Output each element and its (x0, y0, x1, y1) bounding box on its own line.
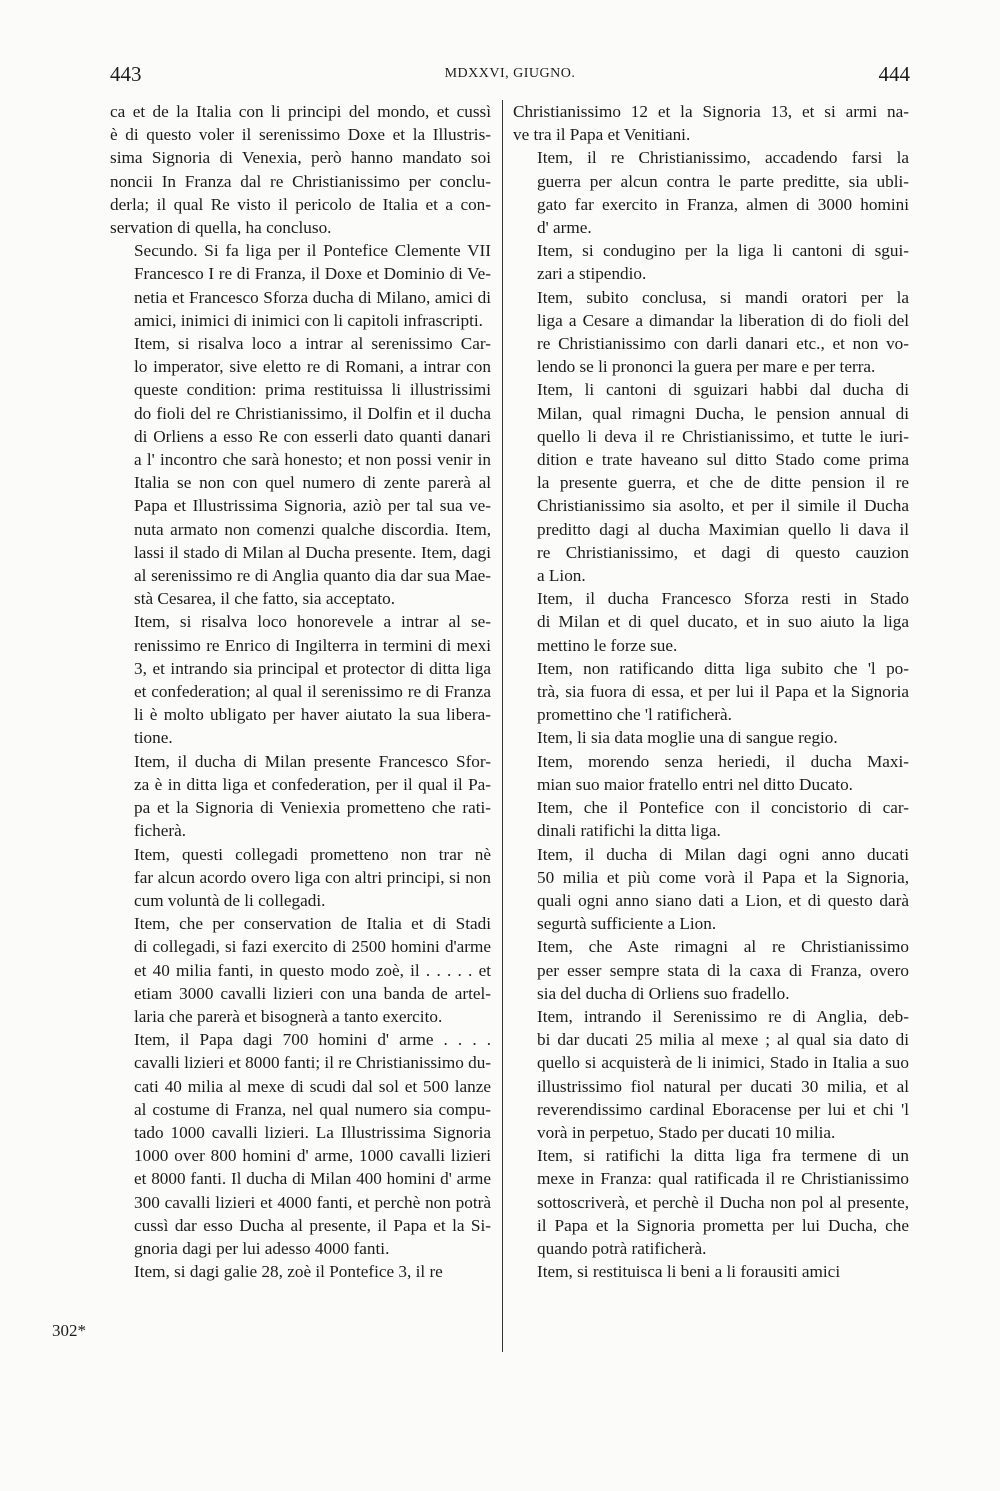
text-line: cussì dar esso Ducha al presente, il Papa et la Si- (134, 1215, 491, 1235)
paragraph (110, 912, 491, 1028)
text-line: quello si acquisterà de li inimici, Stado in Italia a suo (537, 1053, 909, 1073)
text-line: promettino che 'l ratificherà. (537, 705, 732, 725)
paragraph (110, 610, 491, 749)
paragraph (513, 378, 909, 587)
text-line: 300 cavalli lizieri et 4000 fanti, et perchè non potrà (134, 1192, 491, 1212)
text-line: Item, si restituisca li beni a li forausiti amici (537, 1262, 841, 1282)
text-line: guerra per alcun contra le parte preditte, sia ubli- (537, 171, 909, 191)
text-line: queste condition: prima restituissa li illustrissimi (134, 380, 491, 400)
text-line: stà Cesarea, il che fatto, sia acceptato. (134, 589, 396, 609)
text-line: ve tra il Papa et Venitiani. (513, 125, 691, 145)
text-line: quali ogni anno siano dati a Lion, et di questo darà (537, 890, 909, 910)
text-line: bi dar ducati 25 milia al mexe ; al qual sia dato di (537, 1030, 909, 1050)
text-line: quello li deva il re Christianissimo, et tutte le iuri- (537, 426, 909, 446)
text-line: Item, il Papa dagi 700 homini d' arme . . . . (134, 1030, 491, 1050)
text-line: lassi il stado di Milan al Ducha presente. Item, dagi (134, 542, 491, 562)
paragraph (110, 239, 491, 332)
text-line: Item, che il Pontefice con il concistorio di car- (537, 798, 909, 818)
text-line: tado 1000 cavalli lizieri. La Illustrissima Signoria (134, 1122, 491, 1142)
text-line: ficherà. (134, 821, 186, 841)
text-line: Item, il ducha di Milan dagi ogni anno ducati (537, 844, 909, 864)
left-page-number: 443 (110, 62, 142, 86)
page-header (110, 62, 910, 92)
paragraph (110, 332, 491, 610)
paragraph (513, 100, 909, 146)
right-text-column (513, 100, 909, 1283)
text-line: cum voluntà de li collegadi. (134, 890, 326, 910)
text-line: Item, il ducha Francesco Sforza resti in Stado (537, 589, 909, 609)
text-line: sottoscriverà, et perchè il Ducha non pol al presente, (537, 1192, 909, 1212)
text-line: za è in ditta liga et confederation, per il qual il Pa- (134, 774, 491, 794)
text-line: re Christianissimo con darli danari etc., et non vo- (537, 334, 909, 354)
text-line: renissimo re Enrico di Ingilterra in termini di mexi (134, 635, 491, 655)
text-line: et confederation; al qual il serenissimo re di Franza (134, 682, 491, 702)
text-line: Italia se non con quel numero di zente parerà al (134, 473, 491, 493)
text-line: il Papa et la Signoria prometta per lui Ducha, che (537, 1215, 909, 1235)
paragraph (110, 843, 491, 913)
text-line: Francesco I re di Franza, il Doxe et Dominio di Ve- (134, 264, 491, 284)
text-line: re Christianissimo, et dagi di questo cauzion (537, 542, 909, 562)
text-line: tione. (134, 728, 173, 748)
paragraph (513, 935, 909, 1005)
text-line: cati 40 milia al mexe di scudi dal sol et 500 lanze (134, 1076, 491, 1096)
text-line: Item, morendo senza heriedi, il ducha Maxi- (537, 751, 909, 771)
text-line: netia et Francesco Sforza ducha di Milano, amici di (134, 287, 491, 307)
paragraph (513, 726, 909, 749)
text-line: dinali ratifichi la ditta liga. (537, 821, 721, 841)
text-line: Christianissimo 12 et la Signoria 13, et si armi na- (513, 102, 909, 121)
text-line: nuta armato non comenzi qualche discordia. Item, (134, 519, 491, 539)
text-line: segurtà sufficiente a Lion. (537, 914, 717, 934)
text-line: Item, intrando il Serenissimo re di Anglia, deb- (537, 1006, 909, 1026)
text-line: Item, si ratifichi la ditta liga fra termene di un (537, 1146, 909, 1166)
text-line: illustrissimo fiol natural per ducati 30 milia, et al (537, 1076, 909, 1096)
text-line: gnoria dagi per lui adesso 4000 fanti. (134, 1238, 390, 1258)
text-line: Item, che per conservation de Italia et di Stadi (134, 914, 491, 934)
text-line: al costume di Franza, nel qual numero sia compu- (134, 1099, 491, 1119)
margin-folio-note: 302* (52, 1321, 86, 1340)
text-line: li è molto ubligato per haver aiutato la sua libera- (134, 705, 491, 725)
text-line: mexe in Franza: qual ratificada il re Christianissimo (537, 1169, 909, 1189)
paragraph (513, 843, 909, 936)
text-line: Item, non ratificando ditta liga subito che 'l po- (537, 658, 909, 678)
paragraph (513, 1260, 909, 1283)
paragraph (513, 796, 909, 842)
text-line: do fioli del re Christianissimo, il Dolfin et il ducha (134, 403, 491, 423)
text-line: et 8000 fanti. Il ducha di Milan 400 homini d' arme (134, 1169, 491, 1189)
text-line: pa et la Signoria di Veniexia prometteno che rati- (134, 798, 491, 818)
text-line: d' arme. (537, 218, 592, 238)
text-line: far alcun acordo overo liga con altri principi, si non (134, 867, 491, 887)
text-line: 1000 over 800 homini d' arme, 1000 cavalli lizieri (134, 1146, 491, 1166)
text-line: mian suo maior fratello entri nel ditto Ducato. (537, 774, 853, 794)
text-line: gato far exercito in Franza, almen di 3000 homini (537, 194, 909, 214)
text-line: reverendissimo cardinal Eboracense per lui et chi 'l (537, 1099, 909, 1119)
text-line: è di questo voler il serenissimo Doxe et la Illustris- (110, 125, 491, 145)
text-line: laria che parerà et bisognerà a tanto exercito. (134, 1006, 443, 1026)
text-line: Item, si risalva loco honorevele a intrar al se- (134, 612, 491, 632)
text-line: Item, li sia data moglie una di sangue regio. (537, 728, 838, 748)
text-line: a Lion. (537, 566, 586, 586)
text-line: noncii In Franza dal re Christianissimo per conclu- (110, 171, 491, 191)
text-line: et 40 milia fanti, in questo modo zoè, il . . . . . et (134, 960, 491, 980)
paragraph (513, 657, 909, 727)
text-line: quando potrà ratificherà. (537, 1238, 707, 1258)
paragraph (513, 239, 909, 285)
text-line: Papa et Illustrissima Signoria, aziò per tal sua ve- (134, 496, 491, 516)
text-line: per esser sempre stata di la caxa di Franza, overo (537, 960, 909, 980)
text-line: Item, si dagi galie 28, zoè il Pontefice 3, il re (134, 1262, 443, 1282)
text-line: Item, si condugino per la liga li cantoni di sgui- (537, 241, 909, 261)
text-line: la presente guerra, et che de ditte pension il re (537, 473, 909, 493)
text-line: di Orliens a esso Re con esserli dato quanti danari (134, 426, 491, 446)
text-line: 50 milia et più come vorà il Papa et la Signoria, (537, 867, 909, 887)
text-line: dition e trate haveano sul ditto Stado come prima (537, 450, 909, 470)
text-line: a l' incontro che sarà honesto; et non possi venir in (134, 450, 491, 470)
text-line: etiam 3000 cavalli lizieri con una banda de artel- (134, 983, 491, 1003)
paragraph (110, 1260, 491, 1283)
text-line: lendo se li prononci la guera per mare e per terra. (537, 357, 876, 377)
paragraph (513, 1144, 909, 1260)
text-line: Item, si risalva loco a intrar al serenissimo Car- (134, 334, 491, 354)
text-line: servation di quella, ha concluso. (110, 218, 332, 238)
text-line: di Milan et di quel ducato, et in suo aiuto la liga (537, 612, 909, 632)
text-line: sia del ducha di Orliens suo fradello. (537, 983, 790, 1003)
text-line: 3, et intrando sia principal et protector di ditta liga (134, 658, 491, 678)
text-line: preditto dagi al ducha Maximian quello li dava il (537, 519, 909, 539)
text-line: cavalli lizieri et 8000 fanti; il re Christianissimo du- (134, 1053, 491, 1073)
running-title: MDXXVI, GIUGNO. (444, 66, 576, 81)
text-line: Christianissimo sia asolto, et per il simile il Ducha (537, 496, 909, 516)
text-line: derla; il qual Re visto il pericolo de Italia et a con- (110, 194, 491, 214)
paragraph (513, 587, 909, 657)
paragraph (513, 750, 909, 796)
text-line: Item, il ducha di Milan presente Francesco Sfor- (134, 751, 491, 771)
text-line: sima Signoria di Venexia, però hanno mandato soi (110, 148, 491, 168)
text-line: mettino le forze sue. (537, 635, 678, 655)
text-line: liga a Cesare a dimandar la liberation di do fioli del (537, 310, 909, 330)
text-line: Item, il re Christianissimo, accadendo farsi la (537, 148, 909, 168)
paragraph (110, 1028, 491, 1260)
paragraph (110, 100, 491, 239)
text-line: Item, subito conclusa, si mandi oratori per la (537, 287, 909, 307)
text-line: zari a stipendio. (537, 264, 647, 284)
text-line: di collegadi, si fazi exercito di 2500 homini d'arme (134, 937, 491, 957)
text-line: lo imperator, sive eletto re di Romani, a intrar con (134, 357, 491, 377)
text-line: trà, sia fuora di essa, et per lui il Papa et la Signoria (537, 682, 909, 702)
paragraph (513, 1005, 909, 1144)
text-line: al serenissimo re di Anglia quanto dia dar sua Mae- (134, 566, 491, 586)
text-line: amici, inimici di inimici con li capitoli infrascripti. (134, 310, 483, 330)
text-line: Item, questi collegadi prometteno non trar nè (134, 844, 491, 864)
paragraph (110, 750, 491, 843)
left-text-column (110, 100, 491, 1283)
text-line: Milan, qual rimagni Ducha, le pension annual di (537, 403, 909, 423)
column-divider (502, 100, 503, 1352)
text-line: Secundo. Si fa liga per il Pontefice Clemente VII (134, 241, 491, 261)
text-line: ca et de la Italia con li principi del mondo, et cussì (110, 102, 491, 121)
text-line: Item, che Aste rimagni al re Christianissimo (537, 937, 909, 957)
text-line: Item, li cantoni di sguizari habbi dal ducha di (537, 380, 909, 400)
paragraph (513, 146, 909, 239)
text-line: vorà in perpetuo, Stado per ducati 10 milia. (537, 1122, 836, 1142)
right-page-number: 444 (878, 62, 910, 86)
paragraph (513, 286, 909, 379)
